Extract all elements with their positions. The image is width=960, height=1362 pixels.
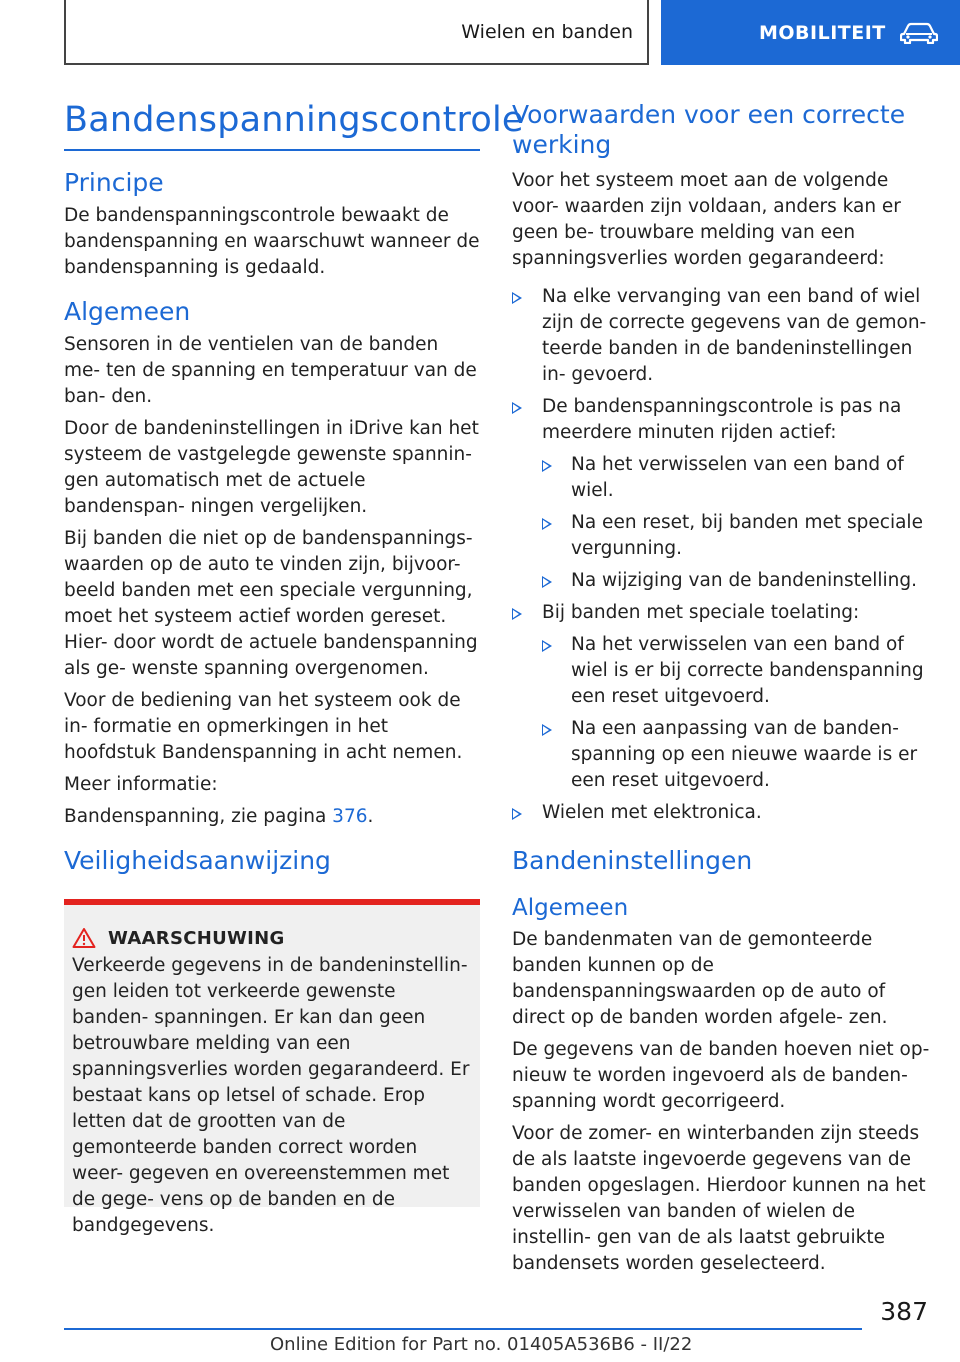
sub-list-item: Na een aanpassing van de banden- spanning op een nieuwe waarde is er een reset uitgevoerd.	[542, 716, 930, 794]
car-icon	[900, 22, 938, 44]
bandeninstellingen-p2: De gegevens van de banden hoeven niet op- nieuw te worden ingevoerd als de banden- spanning wordt gecorrigeerd.	[512, 1039, 930, 1112]
list-item: De bandenspanningscontrole is pas na meerdere minuten rijden actief: Na het verwisselen van een band of wiel. Na een reset, bij banden met speciale vergunning. Na wijziging van de bandeninstelling.	[512, 394, 930, 594]
chapter-tab	[64, 0, 649, 65]
list-item: Wielen met elektronica.	[512, 800, 930, 826]
heading-principe: Principe	[64, 168, 164, 197]
algemeen-p2: Door de bandeninstellingen in iDrive kan het systeem de vastgelegde gewenste spannin- gen automatisch met de actuele bandenspan- ningen vergelijken.	[64, 418, 479, 517]
algemeen-p3: Bij banden die niet op de bandenspannings- waarden op de auto te vinden zijn, bijvoor- beeld banden met een speciale vergunning, moet het systeem actief worden gereset. Hier- door wordt de actuele bandenspanning als ge- wenste spanning overgenomen.	[64, 528, 478, 679]
algemeen-p5: Meer informatie:	[64, 774, 218, 795]
reference-suffix: .	[367, 806, 374, 827]
warning-text: Verkeerde gegevens in de bandeninstellin- gen leiden tot verkeerde gewenste banden- spanningen. Er kan dan geen betrouwbare melding van een spanningsverlies worden gegarandeerd. Er bestaat kans op letsel of schade. Erop letten dat de grootten van de gemonteerde banden correct worden weer- gegeven en overeenstemmen met de gege- vens op de banden en de bandgegevens.	[72, 955, 470, 1236]
algemeen-p4: Voor de bediening van het systeem ook de in- formatie en opmerkingen in het hoofdstuk Bandenspanning in acht nemen.	[64, 690, 463, 763]
bullet-triangle-icon	[512, 402, 522, 414]
bullet-triangle-icon	[542, 640, 552, 652]
right-column	[512, 100, 930, 1283]
sub-list-item: Na wijziging van de bandeninstelling.	[542, 568, 930, 594]
heading-bandeninstellingen: Bandeninstellingen	[512, 846, 753, 875]
warning-header	[72, 927, 470, 949]
principe-text: De bandenspanningscontrole bewaakt de bandenspanning en waarschuwt wanneer de bandenspanning is gedaald.	[64, 205, 480, 278]
bullet-triangle-icon	[542, 576, 552, 588]
warning-box	[64, 899, 480, 1236]
heading-algemeen-right: Algemeen	[512, 895, 629, 921]
bullet-triangle-icon	[512, 608, 522, 620]
bandeninstellingen-p1: De bandenmaten van de gemonteerde banden kunnen op de bandenspanningswaarden op de auto of direct op de banden worden afgele- zen.	[512, 929, 888, 1028]
bandeninstellingen-p3: Voor de zomer- en winterbanden zijn steeds de als laatste ingevoerde gegevens van de banden opgeslagen. Hierdoor kunnen na het verwisselen van banden of wielen de instellin- gen van de als laatst gebruikte bandensets worden geselecteerd.	[512, 1123, 926, 1274]
footer-rule	[64, 1328, 862, 1330]
list-item: Na elke vervanging van een band of wiel zijn de correcte gegevens van de gemon- teerde banden in de bandeninstellingen in- gevoerd.	[512, 284, 930, 388]
title-rule	[64, 149, 480, 151]
bullet-triangle-icon	[542, 518, 552, 530]
sub-list-item: Na het verwisselen van een band of wiel.	[542, 452, 930, 504]
heading-voorwaarden: Voorwaarden voor een correcte werking	[512, 100, 906, 159]
algemeen-p1: Sensoren in de ventielen van de banden me- ten de spanning en temperatuur van de ban- den.	[64, 334, 477, 407]
bullet-triangle-icon	[512, 292, 522, 304]
voorwaarden-intro: Voor het systeem moet aan de volgende voor- waarden zijn voldaan, anders kan er geen be- trouwbare melding van een spanningsverlies worden gegarandeerd:	[512, 170, 901, 269]
bullet-triangle-icon	[512, 808, 522, 820]
conditions-list	[512, 284, 930, 826]
page-title: Bandenspanningscontrole	[64, 100, 524, 140]
sub-list-item: Na het verwisselen van een band of wiel is er bij correcte bandenspanning een reset uitgevoerd.	[542, 632, 930, 710]
warning-title: WAARSCHUWING	[108, 927, 285, 949]
page-link-376[interactable]: 376	[332, 806, 368, 827]
algemeen-p6	[64, 804, 480, 830]
sub-list-item: Na een reset, bij banden met speciale vergunning.	[542, 510, 930, 562]
chapter-title: Wielen en banden	[461, 20, 633, 43]
footer-edition: Online Edition for Part no. 01405A536B6 - II/22	[270, 1334, 693, 1355]
reference-text: Bandenspanning, zie pagina	[64, 806, 333, 827]
bullet-triangle-icon	[542, 724, 552, 736]
list-item: Bij banden met speciale toelating: Na het verwisselen van een band of wiel is er bij correcte bandenspanning een reset uitgevoerd. Na een aanpassing van de banden- spanning op een nieuwe waarde is er een reset uitgevoerd.	[512, 600, 930, 794]
sub-list	[542, 632, 930, 794]
section-tab	[661, 0, 960, 65]
warning-triangle-icon	[72, 927, 96, 949]
sub-list	[542, 452, 930, 594]
page-number: 387	[880, 1297, 928, 1326]
section-title: MOBILITEIT	[759, 21, 886, 44]
left-column	[64, 168, 480, 881]
heading-veiligheid: Veiligheidsaanwijzing	[64, 846, 331, 875]
heading-algemeen: Algemeen	[64, 297, 191, 326]
bullet-triangle-icon	[542, 460, 552, 472]
